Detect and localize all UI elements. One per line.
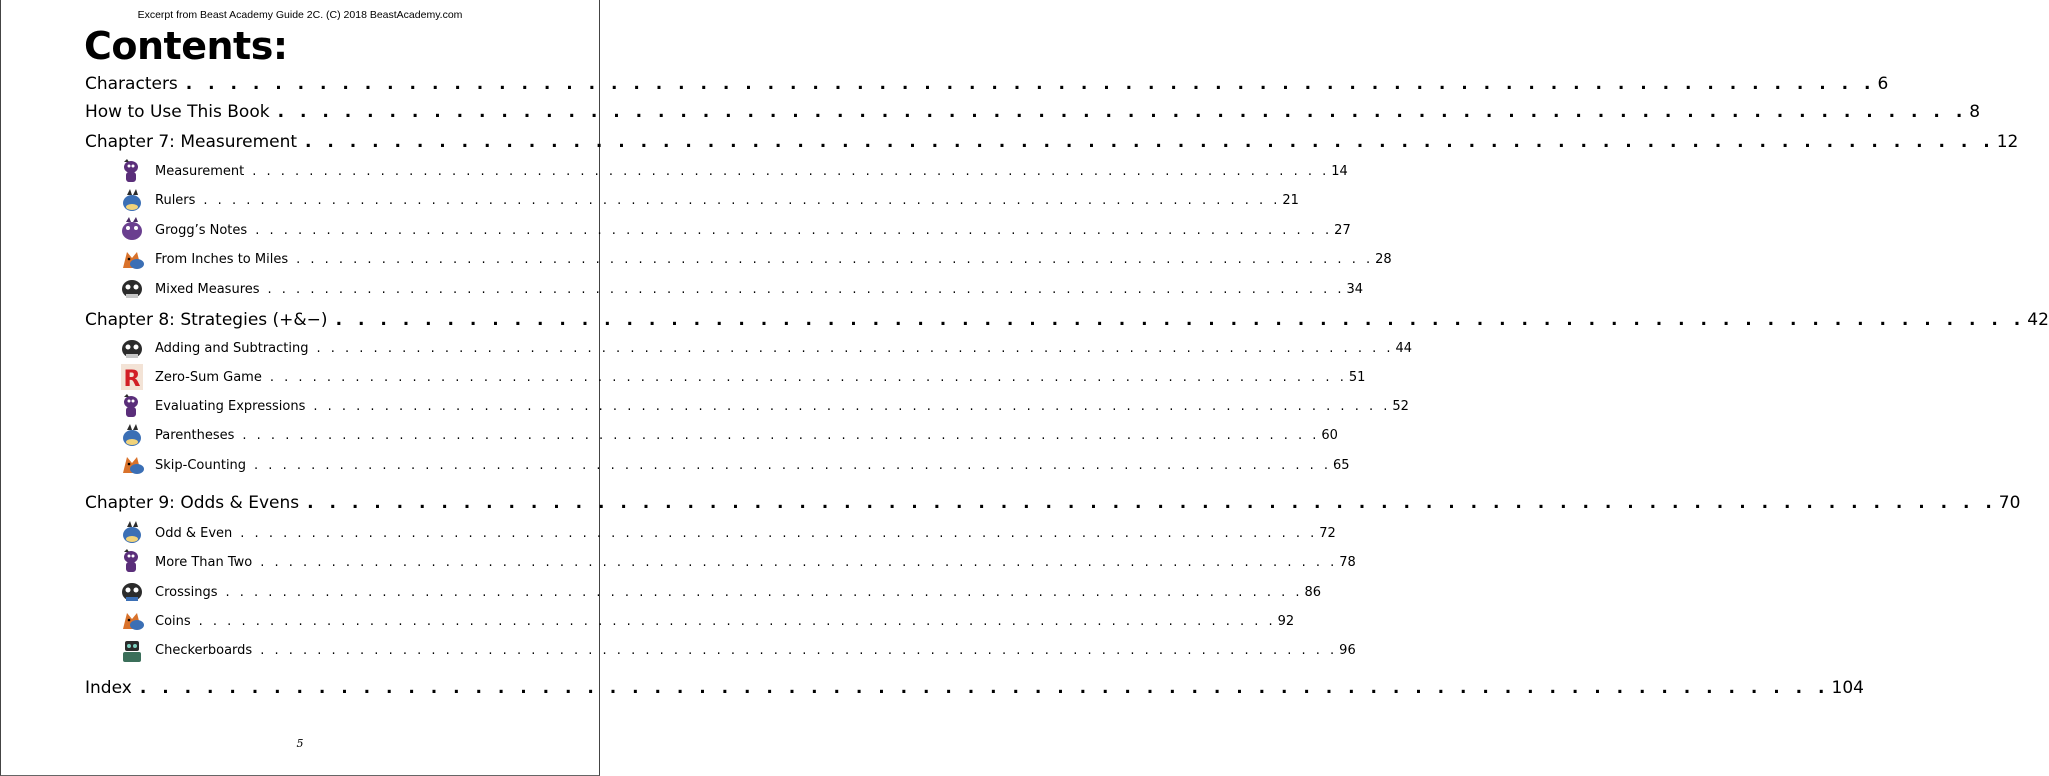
toc-entry-parentheses[interactable] xyxy=(155,428,1338,446)
toc-entry-groggs-notes[interactable] xyxy=(155,223,1351,241)
toc-entry-page: 96 xyxy=(1339,643,1356,658)
toc-entry-label: Grogg’s Notes xyxy=(155,223,248,238)
toc-entry-label: Odd & Even xyxy=(155,526,233,541)
excerpt-header: Excerpt from Beast Academy Guide 2C. (C) 2018 BeastAcademy.com xyxy=(137,9,463,21)
character-dark-icon xyxy=(117,275,147,301)
toc-entry-label: Characters xyxy=(85,74,178,94)
toc-entry-chapter-9[interactable] xyxy=(85,493,2021,517)
toc-entry-odd-and-even[interactable] xyxy=(155,526,1336,544)
leader-dots: . . . . . . . . . . . . . . . . . . . . . . . . . . . . . . . . . . . . . . . . . . . . . . . . . . . . . . . . . . . . . . . . . . . . . . . . . . . . xyxy=(255,223,1333,238)
character-grogg-icon xyxy=(117,422,147,448)
character-purple-icon xyxy=(117,548,147,574)
leader-dots: . . . . . . . . . . . . . . . . . . . . . . . . . . . . . . . . . . . . . . . . . . . . . . . . . . . . . . . . . . . . . . . . . . . . . . . . . . . . xyxy=(316,341,1394,356)
leader-dots: . . . . . . . . . . . . . . . . . . . . . . . . . . . . . . . . . . . . . . . . . . . . . . . . . . . . . . . . . . . . . . . . . . . . . . . . . . . . xyxy=(198,614,1276,629)
character-dark-icon xyxy=(117,578,147,604)
toc-entry-label: More Than Two xyxy=(155,555,253,570)
toc-entry-page: 51 xyxy=(1348,370,1366,385)
leader-dots: . . . . . . . . . . . . . . . . . . . . . . . . . . . . . . . . . . . . . . . . . . . . . . . . . . . . . . . . . . . . . . . . . . . . . . . . . . . . xyxy=(305,132,1995,152)
leader-dots: . . . . . . . . . . . . . . . . . . . . . . . . . . . . . . . . . . . . . . . . . . . . . . . . . . . . . . . . . . . . . . . . . . . . . . . . . . . . xyxy=(254,458,1332,473)
contents-title: Contents: xyxy=(84,24,288,68)
toc-entry-label: How to Use This Book xyxy=(85,102,270,122)
character-grogg-icon xyxy=(117,519,147,545)
toc-entry-label: Index xyxy=(85,678,132,698)
character-purple-icon xyxy=(117,393,147,419)
toc-entry-page: 6 xyxy=(1877,74,1889,94)
toc-entry-page: 34 xyxy=(1346,282,1364,297)
toc-entry-label: Zero-Sum Game xyxy=(155,370,262,385)
leader-dots: . . . . . . . . . . . . . . . . . . . . . . . . . . . . . . . . . . . . . . . . . . . . . . . . . . . . . . . . . . . . . . . . . . . . . . . . . . . . xyxy=(313,399,1391,414)
leader-dots: . . . . . . . . . . . . . . . . . . . . . . . . . . . . . . . . . . . . . . . . . . . . . . . . . . . . . . . . . . . . . . . . . . . . . . . . . . . . xyxy=(252,164,1330,179)
leader-dots: . . . . . . . . . . . . . . . . . . . . . . . . . . . . . . . . . . . . . . . . . . . . . . . . . . . . . . . . . . . . . . . . . . . . . . . . . . . . xyxy=(185,74,1876,94)
leader-dots: . . . . . . . . . . . . . . . . . . . . . . . . . . . . . . . . . . . . . . . . . . . . . . . . . . . . . . . . . . . . . . . . . . . . . . . . . . . . xyxy=(225,585,1303,600)
toc-entry-label: Chapter 8: Strategies (+&−) xyxy=(85,310,328,330)
toc-entry-page: 27 xyxy=(1334,223,1351,238)
leader-dots: . . . . . . . . . . . . . . . . . . . . . . . . . . . . . . . . . . . . . . . . . . . . . . . . . . . . . . . . . . . . . . . . . . . . . . . . . . . . xyxy=(139,678,1830,698)
toc-entry-page: 28 xyxy=(1375,252,1392,267)
toc-entry-coins[interactable] xyxy=(155,614,1295,632)
character-fox-icon xyxy=(117,246,147,272)
toc-entry-rulers[interactable] xyxy=(155,193,1299,211)
toc-entry-measurement[interactable] xyxy=(155,164,1348,182)
leader-dots: . . . . . . . . . . . . . . . . . . . . . . . . . . . . . . . . . . . . . . . . . . . . . . . . . . . . . . . . . . . . . . . . . . . . . . . . . . . . xyxy=(296,252,1374,267)
leader-dots: . . . . . . . . . . . . . . . . . . . . . . . . . . . . . . . . . . . . . . . . . . . . . . . . . . . . . . . . . . . . . . . . . . . . . . . . . . . . xyxy=(277,102,1968,122)
toc-entry-page: 8 xyxy=(1969,102,1981,122)
toc-entry-adding-and-subtracting[interactable] xyxy=(155,341,1413,359)
leader-dots: . . . . . . . . . . . . . . . . . . . . . . . . . . . . . . . . . . . . . . . . . . . . . . . . . . . . . . . . . . . . . . . . . . . . . . . . . . . . xyxy=(267,282,1345,297)
toc-entry-page: 60 xyxy=(1321,428,1338,443)
character-grogg-purple-icon xyxy=(117,216,147,242)
toc-entry-label: From Inches to Miles xyxy=(155,252,289,267)
toc-entry-page: 78 xyxy=(1339,555,1356,570)
toc-entry-page: 12 xyxy=(1996,132,2019,152)
toc-entry-mixed-measures[interactable] xyxy=(155,282,1364,300)
toc-entry-how-to-use[interactable] xyxy=(85,102,1981,126)
character-fox-icon xyxy=(117,607,147,633)
svg-text:R: R xyxy=(123,367,141,392)
toc-entry-page: 14 xyxy=(1331,164,1348,179)
toc-entry-page: 44 xyxy=(1395,341,1413,356)
toc-entry-label: Evaluating Expressions xyxy=(155,399,306,414)
toc-entry-page: 21 xyxy=(1282,193,1299,208)
toc-entry-index[interactable] xyxy=(85,678,1864,702)
toc-entry-label: Measurement xyxy=(155,164,245,179)
toc-entry-label: Parentheses xyxy=(155,428,235,443)
leader-dots: . . . . . . . . . . . . . . . . . . . . . . . . . . . . . . . . . . . . . . . . . . . . . . . . . . . . . . . . . . . . . . . . . . . . . . . . . . . . xyxy=(260,555,1338,570)
toc-entry-checkerboards[interactable] xyxy=(155,643,1356,661)
toc-entry-chapter-8[interactable] xyxy=(85,310,2049,334)
toc-entry-label: Rulers xyxy=(155,193,196,208)
leader-dots: . . . . . . . . . . . . . . . . . . . . . . . . . . . . . . . . . . . . . . . . . . . . . . . . . . . . . . . . . . . . . . . . . . . . . . . . . . . . xyxy=(260,643,1338,658)
toc-entry-page: 92 xyxy=(1277,614,1295,629)
toc-entry-page: 86 xyxy=(1304,585,1322,600)
page-number: 5 xyxy=(296,737,304,750)
character-grogg-icon xyxy=(117,187,147,213)
character-fox-icon xyxy=(117,451,147,477)
toc-entry-label: Checkerboards xyxy=(155,643,253,658)
leader-dots: . . . . . . . . . . . . . . . . . . . . . . . . . . . . . . . . . . . . . . . . . . . . . . . . . . . . . . . . . . . . . . . . . . . . . . . . . . . . xyxy=(335,310,2026,330)
toc-entry-crossings[interactable] xyxy=(155,585,1322,603)
toc-entry-page: 42 xyxy=(2027,310,2049,330)
toc-entry-label: Chapter 7: Measurement xyxy=(85,132,298,152)
toc-entry-chapter-7[interactable] xyxy=(85,132,2019,156)
toc-entry-page: 70 xyxy=(1998,493,2021,513)
leader-dots: . . . . . . . . . . . . . . . . . . . . . . . . . . . . . . . . . . . . . . . . . . . . . . . . . . . . . . . . . . . . . . . . . . . . . . . . . . . . xyxy=(307,493,1997,513)
toc-entry-label: Mixed Measures xyxy=(155,282,260,297)
toc-entry-zero-sum-game[interactable] xyxy=(155,370,1366,388)
toc-entry-skip-counting[interactable] xyxy=(155,458,1350,476)
toc-entry-evaluating-expressions[interactable] xyxy=(155,399,1409,417)
leader-dots: . . . . . . . . . . . . . . . . . . . . . . . . . . . . . . . . . . . . . . . . . . . . . . . . . . . . . . . . . . . . . . . . . . . . . . . . . . . . xyxy=(269,370,1347,385)
toc-entry-label: Chapter 9: Odds & Evens xyxy=(85,493,300,513)
toc-entry-characters[interactable] xyxy=(85,74,1889,98)
toc-entry-label: Adding and Subtracting xyxy=(155,341,309,356)
character-dark-icon xyxy=(117,335,147,361)
leader-dots: . . . . . . . . . . . . . . . . . . . . . . . . . . . . . . . . . . . . . . . . . . . . . . . . . . . . . . . . . . . . . . . . . . . . . . . . . . . . xyxy=(240,526,1318,541)
toc-entry-label: Coins xyxy=(155,614,191,629)
character-purple-icon xyxy=(117,158,147,184)
leader-dots: . . . . . . . . . . . . . . . . . . . . . . . . . . . . . . . . . . . . . . . . . . . . . . . . . . . . . . . . . . . . . . . . . . . . . . . . . . . . xyxy=(242,428,1320,443)
leader-dots: . . . . . . . . . . . . . . . . . . . . . . . . . . . . . . . . . . . . . . . . . . . . . . . . . . . . . . . . . . . . . . . . . . . . . . . . . . . . xyxy=(203,193,1281,208)
toc-entry-label: Crossings xyxy=(155,585,218,600)
character-robot-icon xyxy=(117,637,147,663)
toc-entry-more-than-two[interactable] xyxy=(155,555,1356,573)
toc-entry-page: 72 xyxy=(1319,526,1336,541)
letter-r-icon xyxy=(117,364,147,390)
toc-entry-label: Skip-Counting xyxy=(155,458,247,473)
toc-entry-page: 104 xyxy=(1831,678,1864,698)
toc-entry-from-inches-to-miles[interactable] xyxy=(155,252,1392,270)
toc-entry-page: 65 xyxy=(1333,458,1350,473)
toc-entry-page: 52 xyxy=(1392,399,1409,414)
